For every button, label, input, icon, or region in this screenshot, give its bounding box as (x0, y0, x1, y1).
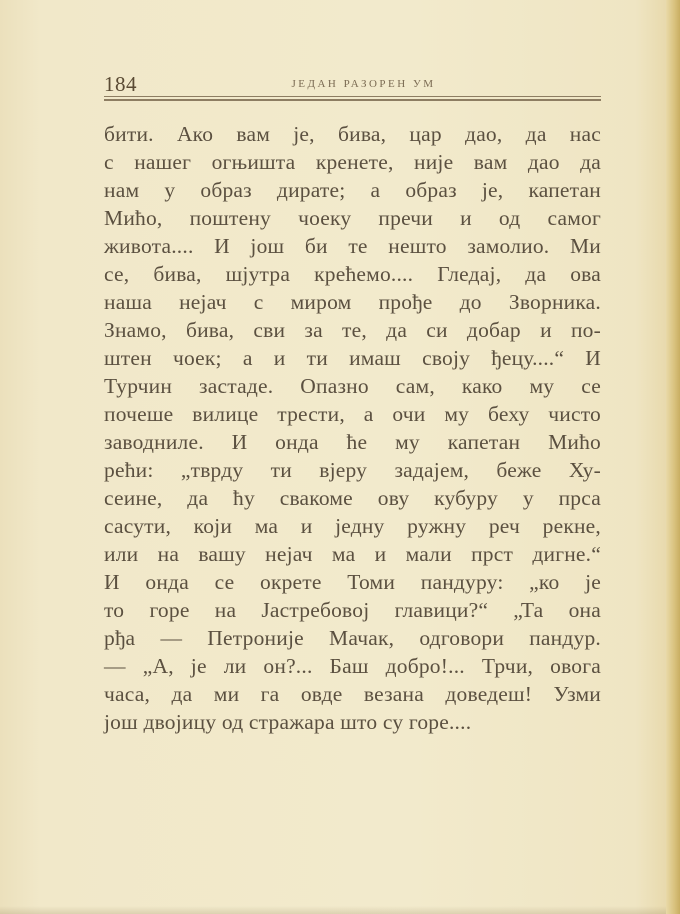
text-line: часа, да ми га овде везана доведеш! Узми (104, 682, 601, 706)
running-title: ЈЕДАН РАЗОРЕН УМ (291, 78, 436, 90)
text-line: наша нејач с миром прође до Зворника. (104, 290, 601, 314)
text-line: сеине, да ћу свакоме ову кубуру у прса (104, 486, 601, 510)
text-line: почеше вилице трести, а очи му беху чисто (104, 402, 601, 426)
text-line: то горе на Јастребовој главици?“ „Та она (104, 598, 601, 622)
text-line: или на вашу нејач ма и мали прст дигне.“ (104, 542, 601, 566)
text-line: бити. Ако вам је, бива, цар дао, да нас (104, 122, 601, 146)
text-line: И онда се окрете Томи пандуру: „ко је (104, 570, 601, 594)
text-line: нам у образ дирате; а образ је, капетан (104, 178, 601, 202)
header-rule-bottom (104, 99, 601, 101)
text-line: сасути, који ма и једну ружну реч рекне, (104, 514, 601, 538)
text-line: — „А, је ли он?... Баш добро!... Трчи, овога (104, 654, 601, 678)
text-line: с нашег огњишта кренете, није вам дао да (104, 150, 601, 174)
text-line: још двојицу од стражара што су горе.... (104, 710, 472, 734)
text-line: заводниле. И онда ће му капетан Мићо (104, 430, 601, 454)
text-line: се, бива, шјутра крећемо.... Гледај, да ова (104, 262, 601, 286)
text-line: Турчин застаде. Опазно сам, како му се (104, 374, 601, 398)
text-line: рећи: „тврду ти вјеру задајем, беже Ху- (104, 458, 601, 482)
page-edge (666, 0, 680, 914)
body-text (104, 120, 601, 736)
page-header (104, 72, 601, 96)
text-line: Мићо, поштену чоеку пречи и од самог (104, 206, 601, 230)
text-line: живота.... И још би те нешто замолио. Ми (104, 234, 601, 258)
text-line: Знамо, бива, сви за те, да си добар и по- (104, 318, 601, 342)
page-number: 184 (104, 72, 137, 96)
text-line: штен чоек; а и ти имаш своју ђецу....“ И (104, 346, 601, 370)
text-line: рђа — Петроније Мачак, одговори пандур. (104, 626, 601, 650)
page-bottom-shadow (0, 906, 676, 914)
header-rule-top (104, 96, 601, 97)
